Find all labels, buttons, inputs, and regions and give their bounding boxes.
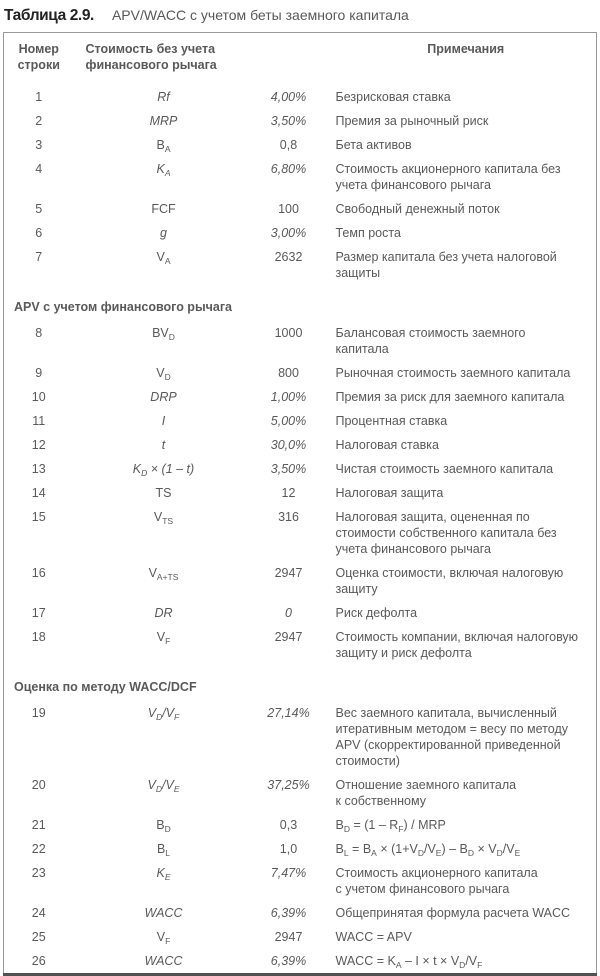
note-cell: Вес заемного капитала, вычисленный итеративным методом = весу по методу APV (скорректированной приведенной стоимости) [335, 706, 568, 768]
subscript: D [417, 848, 424, 858]
table-row [4, 157, 597, 197]
note-cell: Бета активов [335, 138, 412, 152]
table-row [4, 561, 597, 601]
value-cell: 37,25% [267, 778, 310, 792]
note-cell: Риск дефолта [335, 606, 418, 620]
note-cell: Премия за рыночный риск [335, 114, 489, 128]
symbol-cell: I [161, 414, 166, 428]
value-cell: 0,8 [279, 138, 298, 152]
table-row [4, 245, 597, 285]
symbol-cell: FCF [151, 202, 176, 216]
subscript: E [435, 848, 442, 858]
symbol-cell: $K_E$ [156, 866, 171, 882]
symbol-cell: $B_A$ [156, 138, 171, 154]
table-header [4, 33, 597, 86]
value-cell: 7,47% [270, 866, 307, 880]
row-number-cell: 9 [35, 366, 43, 380]
subscript: F [165, 936, 171, 946]
note-cell: Оценка стоимости, включая налоговую защиту [335, 566, 564, 596]
note-cell: WACC = $K_A - I \times t \times V_D/V_F$ [335, 954, 483, 970]
row-number-cell: 14 [31, 486, 46, 500]
row-number-cell: 7 [35, 250, 43, 264]
value-cell: 0 [285, 606, 292, 620]
table-row [4, 949, 597, 975]
table-row [4, 837, 597, 861]
row-number-cell: 12 [31, 438, 46, 452]
subscript: TS [162, 516, 174, 526]
subscript: D [164, 824, 171, 834]
table-row [4, 197, 597, 221]
value-cell: 6,39% [270, 954, 307, 968]
subscript: D [164, 372, 171, 382]
note-cell: Размер капитала без учета налоговой защиты [335, 250, 557, 280]
value-cell: 316 [278, 510, 299, 524]
row-number-cell: 22 [31, 842, 46, 856]
note-cell: Темп роста [335, 226, 401, 240]
note-cell: Налоговая защита, оцененная по стоимости собственного капитала без учета финансового рычага [335, 510, 557, 556]
table-row [4, 321, 597, 361]
symbol-cell: $V_{TS}$ [153, 510, 174, 526]
col-header-row-number: Номер строки [17, 42, 60, 72]
section-title: Оценка по методу WACC/DCF [14, 680, 197, 694]
subscript: D [459, 960, 466, 970]
table-row [4, 625, 597, 665]
table-row [4, 221, 597, 245]
note-cell: Свободный денежный поток [335, 202, 500, 216]
value-cell: 800 [278, 366, 299, 380]
subscript: E [173, 784, 180, 794]
symbol-cell: g [160, 226, 167, 240]
value-cell: 1,00% [270, 390, 307, 404]
apv-wacc-table [3, 32, 597, 976]
row-number-cell: 20 [31, 778, 46, 792]
row-number-cell: 18 [31, 630, 46, 644]
subscript: A [395, 960, 402, 970]
table-row [4, 481, 597, 505]
symbol-cell: $V_A$ [156, 250, 171, 266]
table-row [4, 385, 597, 409]
table-caption-number: Таблица 2.9. [4, 7, 94, 24]
value-cell: 2632 [274, 250, 303, 264]
value-cell: 6,39% [270, 906, 307, 920]
value-cell: 2947 [274, 566, 303, 580]
row-number-cell: 11 [32, 414, 46, 428]
symbol-cell: $V_D/V_E$ [147, 778, 180, 794]
subscript: A [164, 144, 171, 154]
row-number-cell: 17 [31, 606, 46, 620]
note-cell: Безрисковая ставка [335, 90, 451, 104]
symbol-cell: WACC [144, 906, 183, 920]
symbol-cell: $BV_D$ [152, 326, 175, 342]
value-cell: 12 [281, 486, 296, 500]
table-row [4, 133, 597, 157]
note-cell: Отношение заемного капитала к собственному [335, 778, 517, 808]
table-row [4, 925, 597, 949]
table-row [4, 109, 597, 133]
subscript: D [168, 332, 175, 342]
row-number-cell: 2 [35, 114, 43, 128]
symbol-cell: $V_D$ [156, 366, 171, 382]
table-row [4, 361, 597, 385]
symbol-cell: Rf [157, 90, 170, 104]
symbol-cell: t [161, 438, 166, 452]
row-number-cell: 16 [31, 566, 46, 580]
note-cell: Стоимость акционерного капитала с учетом финансового рычага [335, 866, 538, 896]
note-cell: Чистая стоимость заемного капитала [335, 462, 554, 476]
col-header-unlevered-value: Стоимость без учета финансового рычага [85, 42, 217, 72]
symbol-cell: $B_D$ [156, 818, 171, 834]
value-cell: 6,80% [270, 162, 307, 176]
subscript: E [164, 872, 171, 882]
table-row [4, 701, 597, 773]
subscript: F [398, 824, 404, 834]
value-cell: 0,3 [279, 818, 298, 832]
value-cell: 27,14% [267, 706, 310, 720]
row-number-cell: 8 [35, 326, 43, 340]
row-number-cell: 26 [31, 954, 46, 968]
note-cell: Стоимость компании, включая налоговую защиту и риск дефолта [335, 630, 579, 660]
table-row [4, 505, 597, 561]
subscript: D [155, 784, 162, 794]
row-number-cell: 5 [35, 202, 43, 216]
col-header-value [254, 33, 324, 86]
symbol-cell: $V_D/V_F$ [147, 706, 180, 722]
symbol-cell: $V_F$ [156, 930, 171, 946]
note-cell: Балансовая стоимость заемного капитала [335, 326, 526, 356]
table-body [4, 85, 597, 975]
note-cell: Общепринятая формула расчета WACC [335, 906, 571, 920]
note-cell: $B_L = B_A \times (1+V_D/V_E) - B_D \times V_D/V_E$ [335, 842, 521, 858]
row-number-cell: 15 [31, 510, 46, 524]
note-cell: Налоговая ставка [335, 438, 439, 452]
note-cell: Стоимость акционерного капитала без учета финансового рычага [335, 162, 561, 192]
note-cell: Премия за риск для заемного капитала [335, 390, 565, 404]
table-row [4, 409, 597, 433]
header-row [4, 33, 597, 86]
symbol-cell: WACC [144, 954, 183, 968]
section-title: APV с учетом финансового рычага [14, 300, 232, 314]
symbol-cell: $V_F$ [156, 630, 171, 646]
table-row [4, 773, 597, 813]
value-cell: 3,00% [270, 226, 307, 240]
table-row [4, 813, 597, 837]
subscript: F [174, 712, 180, 722]
table-caption-text: APV/WACC с учетом беты заемного капитала [111, 7, 409, 23]
row-number-cell: 25 [31, 930, 46, 944]
subscript: D [467, 848, 475, 858]
table-row [4, 601, 597, 625]
subscript: L [165, 848, 171, 858]
symbol-cell: $K_A$ [156, 162, 171, 178]
value-cell: 4,00% [270, 90, 307, 104]
row-number-cell: 10 [31, 390, 46, 404]
section-header-row [4, 665, 597, 701]
row-number-cell: 4 [35, 162, 43, 176]
symbol-cell: MRP [149, 114, 178, 128]
symbol-cell: $V_{A+TS}$ [148, 566, 179, 582]
col-header-notes: Примечания [427, 42, 505, 56]
table-row [4, 433, 597, 457]
symbol-cell: DRP [150, 390, 177, 404]
subscript: D [141, 468, 148, 478]
subscript: L [343, 848, 349, 858]
subscript: A [164, 168, 171, 178]
note-cell: Процентная ставка [335, 414, 448, 428]
subscript: D [156, 712, 163, 722]
subscript: D [496, 848, 503, 858]
note-cell: $B_D = (1 - R_F)$ / MRP [335, 818, 446, 834]
note-cell: Налоговая защита [335, 486, 444, 500]
symbol-cell: $B_L$ [156, 842, 171, 858]
row-number-cell: 23 [31, 866, 46, 880]
section-header-row [4, 285, 597, 321]
value-cell: 1,0 [279, 842, 298, 856]
row-number-cell: 13 [31, 462, 46, 476]
subscript: E [514, 848, 521, 858]
value-cell: 1000 [274, 326, 303, 340]
row-number-cell: 3 [35, 138, 43, 152]
value-cell: 30,0% [270, 438, 307, 452]
subscript: F [165, 636, 171, 646]
row-number-cell: 21 [31, 818, 46, 832]
row-number-cell: 19 [31, 706, 46, 720]
row-number-cell: 1 [35, 90, 43, 104]
table-row [4, 861, 597, 901]
value-cell: 2947 [274, 930, 303, 944]
symbol-cell: DR [154, 606, 173, 620]
value-cell: 3,50% [270, 462, 307, 476]
note-cell: Рыночная стоимость заемного капитала [335, 366, 571, 380]
subscript: D [343, 824, 350, 834]
value-cell: 3,50% [270, 114, 307, 128]
subscript: A [371, 848, 377, 858]
subscript: F [477, 960, 483, 970]
table-row [4, 85, 597, 109]
value-cell: 100 [278, 202, 299, 216]
value-cell: 5,00% [270, 414, 307, 428]
table-row [4, 457, 597, 481]
symbol-cell: $K_D \times (1 - t)$ [132, 462, 195, 478]
note-cell: WACC = APV [335, 930, 412, 944]
row-number-cell: 6 [35, 226, 43, 240]
table-row [4, 901, 597, 925]
subscript: A [164, 256, 171, 266]
symbol-cell: TS [155, 486, 172, 500]
row-number-cell: 24 [31, 906, 46, 920]
value-cell: 2947 [274, 630, 303, 644]
subscript: A+TS [156, 572, 179, 582]
table-caption [3, 3, 597, 32]
